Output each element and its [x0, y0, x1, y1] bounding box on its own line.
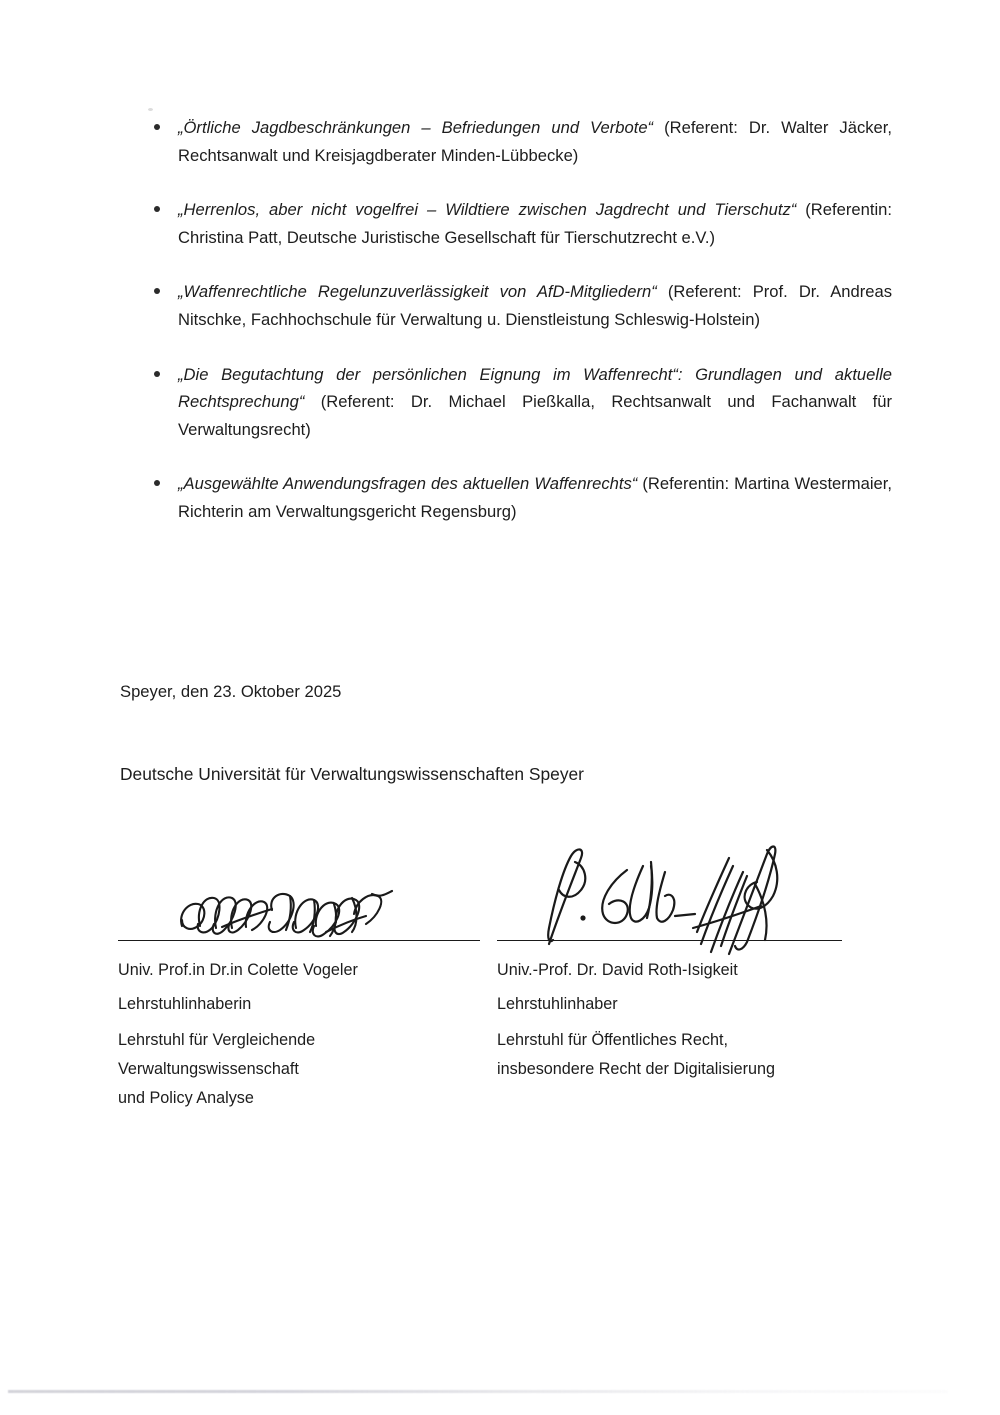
- signature-block-right: [497, 840, 842, 1084]
- place-and-date: Speyer, den 23. Oktober 2025: [120, 682, 342, 701]
- bullet-dot-icon: [154, 206, 160, 212]
- lecture-attribution: (Referentin: Martina Westermaier, Richterin am Verwaltungsgericht Regensburg): [178, 474, 892, 521]
- lecture-title: „Herrenlos, aber nicht vogelfrei – Wildtiere zwischen Jagdrecht und Tierschutz“: [178, 200, 797, 220]
- lecture-attribution: (Referent: Prof. Dr. Andreas Nitschke, Fachhochschule für Verwaltung u. Dienstleistung Schleswig-Holstein): [178, 282, 893, 329]
- lecture-title: „Ausgewählte Anwendungsfragen des aktuellen Waffenrechts“: [178, 474, 638, 494]
- handwritten-signature-left: [118, 840, 480, 940]
- scan-speck-artifact: [148, 108, 153, 111]
- lecture-attribution: (Referentin: Christina Patt, Deutsche Juristische Gesellschaft für Tierschutzrecht e.V.): [178, 200, 892, 247]
- chair-line: Verwaltungswissenschaft: [118, 1060, 299, 1078]
- signatory-name: Univ. Prof.in Dr.in Colette Vogeler: [118, 961, 358, 979]
- list-item: [150, 361, 892, 444]
- signatory-details-left: [118, 953, 480, 1113]
- chair-line: und Policy Analyse: [118, 1089, 254, 1107]
- bullet-dot-icon: [154, 288, 160, 294]
- list-item: [150, 196, 892, 251]
- signature-line-left: [118, 940, 480, 941]
- lecture-attribution: (Referent: Dr. Walter Jäcker, Rechtsanwalt und Kreisjagdberater Minden-Lübbecke): [178, 118, 892, 165]
- bullet-dot-icon: [154, 480, 160, 486]
- lecture-topics-list: [150, 114, 892, 526]
- signatory-chair: [118, 1026, 480, 1113]
- signatory-name: Univ.-Prof. Dr. David Roth-Isigkeit: [497, 961, 738, 979]
- signatory-role: Lehrstuhlinhaber: [497, 995, 618, 1013]
- chair-line: insbesondere Recht der Digitalisierung: [497, 1060, 776, 1078]
- institution-name: Deutsche Universität für Verwaltungswissenschaften Speyer: [120, 764, 584, 784]
- list-item: [150, 114, 892, 169]
- signatory-details-right: [497, 953, 842, 1084]
- signature-block-left: [118, 840, 480, 1113]
- handwritten-signature-right: [497, 840, 842, 940]
- lecture-title: „Örtliche Jagdbeschränkungen – Befriedungen und Verbote“: [178, 118, 654, 137]
- lecture-title: „Die Begutachtung der persönlichen Eignung im Waffenrecht“: Grundlagen und aktuelle Rechtsprechung“: [178, 364, 892, 412]
- chair-line: Lehrstuhl für Vergleichende: [118, 1031, 316, 1049]
- lecture-title: „Waffenrechtliche Regelunzuverlässigkeit von AfD-Mitgliedern“: [178, 282, 657, 302]
- signature-line-right: [497, 940, 842, 941]
- bullet-dot-icon: [154, 371, 160, 377]
- signatory-chair: [497, 1026, 842, 1084]
- list-item: [150, 278, 892, 333]
- scan-edge-artifact: [8, 1390, 948, 1393]
- signature-area: [0, 840, 1000, 1140]
- lecture-attribution: (Referent: Dr. Michael Pießkalla, Rechtsanwalt und Fachanwalt für Verwaltungsrecht): [178, 392, 892, 439]
- chair-line: Lehrstuhl für Öffentliches Recht,: [497, 1031, 728, 1049]
- signatory-role: Lehrstuhlinhaberin: [118, 995, 252, 1013]
- bullet-dot-icon: [154, 124, 160, 130]
- list-item: [150, 470, 892, 525]
